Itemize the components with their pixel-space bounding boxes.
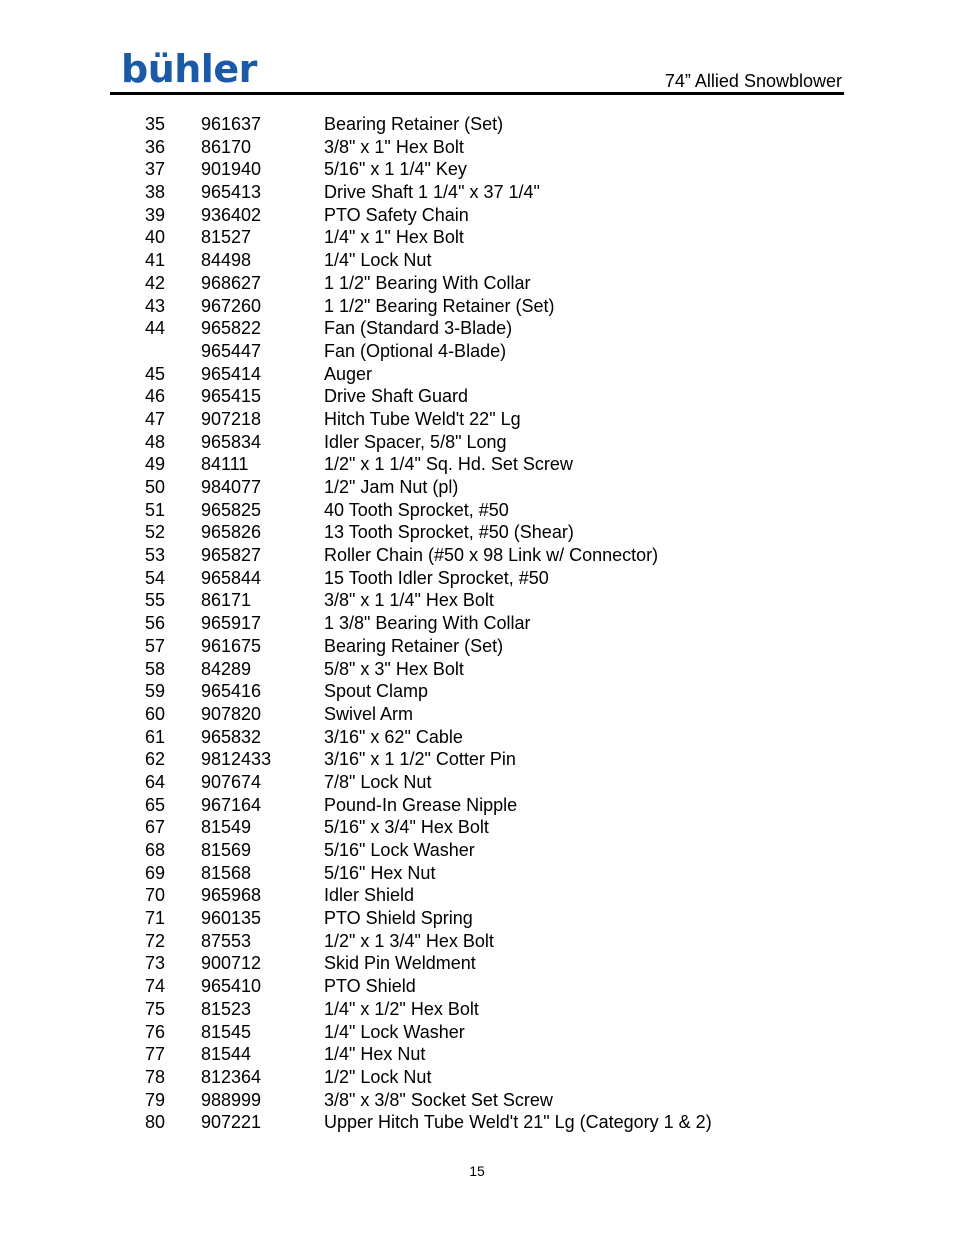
part-number: 965413	[201, 182, 262, 203]
part-description: 1/2" x 1 3/4" Hex Bolt	[324, 930, 494, 951]
part-number: 968627	[201, 272, 262, 293]
part-number: 86170	[201, 136, 252, 157]
part-number: 965822	[201, 318, 262, 339]
item-number: 37	[145, 159, 166, 180]
item-number: 76	[145, 1021, 166, 1042]
part-number: 965844	[201, 567, 262, 588]
parts-row	[0, 816, 954, 839]
item-number: 43	[145, 295, 166, 316]
part-number: 960135	[201, 908, 262, 929]
item-number: 60	[145, 703, 166, 724]
item-number: 67	[145, 817, 166, 838]
item-number: 35	[145, 114, 166, 134]
parts-row	[0, 658, 954, 681]
parts-row	[0, 226, 954, 249]
parts-row	[0, 385, 954, 408]
part-number: 907221	[201, 1112, 262, 1133]
item-number: 77	[145, 1044, 166, 1065]
part-description: 3/8" x 1" Hex Bolt	[324, 136, 464, 157]
item-number: 49	[145, 454, 166, 475]
item-number: 51	[145, 499, 166, 520]
part-description: Auger	[324, 363, 373, 384]
parts-row	[0, 363, 954, 386]
part-description: 1/2" Lock Nut	[324, 1066, 432, 1087]
part-description: 3/8" x 1 1/4" Hex Bolt	[324, 590, 494, 611]
document-title: 74” Allied Snowblower	[664, 71, 842, 91]
part-number: 901940	[201, 159, 262, 180]
parts-list	[0, 113, 954, 1134]
item-number: 79	[145, 1089, 166, 1110]
item-number: 52	[145, 522, 166, 543]
parts-row	[0, 295, 954, 318]
part-description: Pound-In Grease Nipple	[324, 794, 518, 815]
part-description: 1/4" x 1/2" Hex Bolt	[324, 998, 479, 1019]
parts-row	[0, 567, 954, 590]
parts-row	[0, 408, 954, 431]
item-number: 40	[145, 227, 166, 248]
part-number: 965825	[201, 499, 262, 520]
part-number: 967164	[201, 794, 262, 815]
parts-row	[0, 499, 954, 522]
item-number: 38	[145, 182, 166, 203]
parts-row	[0, 136, 954, 159]
part-description: 3/8" x 3/8" Socket Set Screw	[324, 1089, 553, 1110]
part-description: 1/4" Hex Nut	[324, 1044, 426, 1065]
parts-row	[0, 794, 954, 817]
parts-row	[0, 272, 954, 295]
item-number: 68	[145, 840, 166, 860]
part-description: 5/16" x 3/4" Hex Bolt	[324, 817, 489, 838]
part-number: 812364	[201, 1066, 262, 1087]
part-number: 84498	[201, 250, 252, 271]
part-description: 1 1/2" Bearing With Collar	[324, 272, 531, 293]
parts-row	[0, 431, 954, 454]
parts-row	[0, 158, 954, 181]
parts-row	[0, 839, 954, 862]
parts-row	[0, 930, 954, 953]
parts-row	[0, 113, 954, 136]
part-description: Drive Shaft Guard	[324, 386, 469, 407]
part-description: PTO Safety Chain	[324, 204, 469, 225]
item-number: 69	[145, 862, 166, 883]
parts-row	[0, 612, 954, 635]
part-description: Idler Shield	[324, 885, 415, 906]
part-description: Fan (Optional 4-Blade)	[324, 340, 507, 361]
part-description: PTO Shield Spring	[324, 908, 473, 929]
part-number: 907218	[201, 408, 262, 429]
part-number: 907820	[201, 703, 262, 724]
part-description: Skid Pin Weldment	[324, 953, 476, 974]
part-description: 1 1/2" Bearing Retainer (Set)	[324, 295, 555, 316]
part-description: 7/8" Lock Nut	[324, 771, 432, 792]
part-description: 13 Tooth Sprocket, #50 (Shear)	[324, 522, 574, 543]
part-number: 81545	[201, 1021, 252, 1042]
parts-row	[0, 998, 954, 1021]
part-number: 961637	[201, 114, 262, 134]
item-number: 41	[145, 250, 166, 271]
item-number: 39	[145, 204, 166, 225]
part-description: 15 Tooth Idler Sprocket, #50	[324, 567, 549, 588]
part-number: 81549	[201, 817, 252, 838]
parts-row	[0, 317, 954, 340]
parts-row	[0, 884, 954, 907]
item-number: 73	[145, 953, 166, 974]
part-description: 1/2" Jam Nut (pl)	[324, 477, 459, 497]
part-number: 965416	[201, 681, 262, 702]
parts-row	[0, 340, 954, 363]
parts-row	[0, 975, 954, 998]
item-number: 42	[145, 272, 166, 293]
part-number: 900712	[201, 953, 262, 974]
part-description: 1/4" Lock Nut	[324, 250, 432, 271]
parts-row	[0, 680, 954, 703]
part-number: 87553	[201, 930, 252, 951]
item-number: 61	[145, 726, 166, 747]
parts-row	[0, 1066, 954, 1089]
part-number: 81527	[201, 227, 252, 248]
part-description: PTO Shield	[324, 976, 416, 997]
parts-row	[0, 1043, 954, 1066]
item-number: 55	[145, 590, 166, 611]
part-description: 1/4" x 1" Hex Bolt	[324, 227, 464, 248]
item-number: 72	[145, 930, 166, 951]
item-number: 50	[145, 477, 166, 497]
part-number: 965410	[201, 976, 262, 997]
part-number: 81569	[201, 840, 252, 860]
item-number: 80	[145, 1112, 166, 1133]
part-number: 965968	[201, 885, 262, 906]
item-number: 71	[145, 908, 166, 929]
part-number: 84289	[201, 658, 252, 679]
part-number: 936402	[201, 204, 262, 225]
parts-row	[0, 249, 954, 272]
parts-row	[0, 521, 954, 544]
item-number: 54	[145, 567, 166, 588]
item-number: 46	[145, 386, 166, 407]
parts-row	[0, 181, 954, 204]
parts-row	[0, 952, 954, 975]
parts-row	[0, 453, 954, 476]
part-description: Bearing Retainer (Set)	[324, 635, 504, 656]
parts-row	[0, 635, 954, 658]
part-description: Drive Shaft 1 1/4" x 37 1/4"	[324, 182, 540, 203]
part-description: 1/2" x 1 1/4" Sq. Hd. Set Screw	[324, 454, 573, 475]
part-description: Upper Hitch Tube Weld't 21" Lg (Category 1 & 2)	[324, 1112, 712, 1133]
item-number: 59	[145, 681, 166, 702]
part-number: 81523	[201, 998, 252, 1019]
item-number: 57	[145, 635, 166, 656]
part-number: 965826	[201, 522, 262, 543]
item-number: 58	[145, 658, 166, 679]
part-description: 40 Tooth Sprocket, #50	[324, 499, 509, 520]
part-number: 84111	[201, 454, 249, 475]
item-number: 62	[145, 749, 166, 770]
part-description: Idler Spacer, 5/8" Long	[324, 431, 507, 452]
parts-row	[0, 907, 954, 930]
item-number: 75	[145, 998, 166, 1019]
parts-row	[0, 726, 954, 749]
item-number: 36	[145, 136, 166, 157]
item-number: 64	[145, 771, 166, 792]
parts-row	[0, 703, 954, 726]
part-description: Bearing Retainer (Set)	[324, 114, 504, 134]
part-number: 81544	[201, 1044, 252, 1065]
header-divider	[110, 92, 844, 95]
part-number: 965917	[201, 613, 262, 634]
item-number: 70	[145, 885, 166, 906]
part-number: 965415	[201, 386, 262, 407]
parts-row	[0, 771, 954, 794]
item-number: 44	[145, 318, 166, 339]
item-number: 45	[145, 363, 166, 384]
part-number: 907674	[201, 771, 262, 792]
part-number: 967260	[201, 295, 262, 316]
parts-row	[0, 1111, 954, 1134]
part-description: 5/16" x 1 1/4" Key	[324, 159, 467, 180]
part-number: 86171	[201, 590, 252, 611]
part-description: 3/16" x 1 1/2" Cotter Pin	[324, 749, 516, 770]
part-description: 5/16" Lock Washer	[324, 840, 475, 860]
part-description: 1/4" Lock Washer	[324, 1021, 465, 1042]
parts-row	[0, 748, 954, 771]
page-number: 15	[469, 1163, 485, 1179]
item-number: 78	[145, 1066, 166, 1087]
part-description: 5/8" x 3" Hex Bolt	[324, 658, 464, 679]
part-description: Swivel Arm	[324, 703, 414, 724]
part-description: 5/16" Hex Nut	[324, 862, 436, 883]
part-description: Hitch Tube Weld't 22" Lg	[324, 408, 521, 429]
part-number: 9812433	[201, 749, 272, 770]
part-number: 965827	[201, 545, 262, 566]
parts-row	[0, 589, 954, 612]
part-number: 965832	[201, 726, 262, 747]
item-number: 48	[145, 431, 166, 452]
parts-row	[0, 1089, 954, 1112]
part-description: Spout Clamp	[324, 681, 429, 702]
part-number: 988999	[201, 1089, 262, 1110]
part-description: 3/16" x 62" Cable	[324, 726, 463, 747]
parts-row	[0, 204, 954, 227]
part-number: 984077	[201, 477, 262, 497]
part-description: Roller Chain (#50 x 98 Link w/ Connector)	[324, 545, 659, 566]
buhler-logo: bühler	[121, 47, 257, 91]
part-number: 965834	[201, 431, 262, 452]
parts-row	[0, 862, 954, 885]
part-description: 1 3/8" Bearing With Collar	[324, 613, 531, 634]
part-number: 965414	[201, 363, 262, 384]
part-number: 965447	[201, 340, 262, 361]
parts-row	[0, 1021, 954, 1044]
item-number: 53	[145, 545, 166, 566]
item-number: 56	[145, 613, 166, 634]
item-number: 74	[145, 976, 166, 997]
parts-row	[0, 476, 954, 499]
part-number: 961675	[201, 635, 262, 656]
item-number: 47	[145, 408, 166, 429]
parts-row	[0, 544, 954, 567]
part-description: Fan (Standard 3-Blade)	[324, 318, 513, 339]
part-number: 81568	[201, 862, 252, 883]
item-number: 65	[145, 794, 166, 815]
